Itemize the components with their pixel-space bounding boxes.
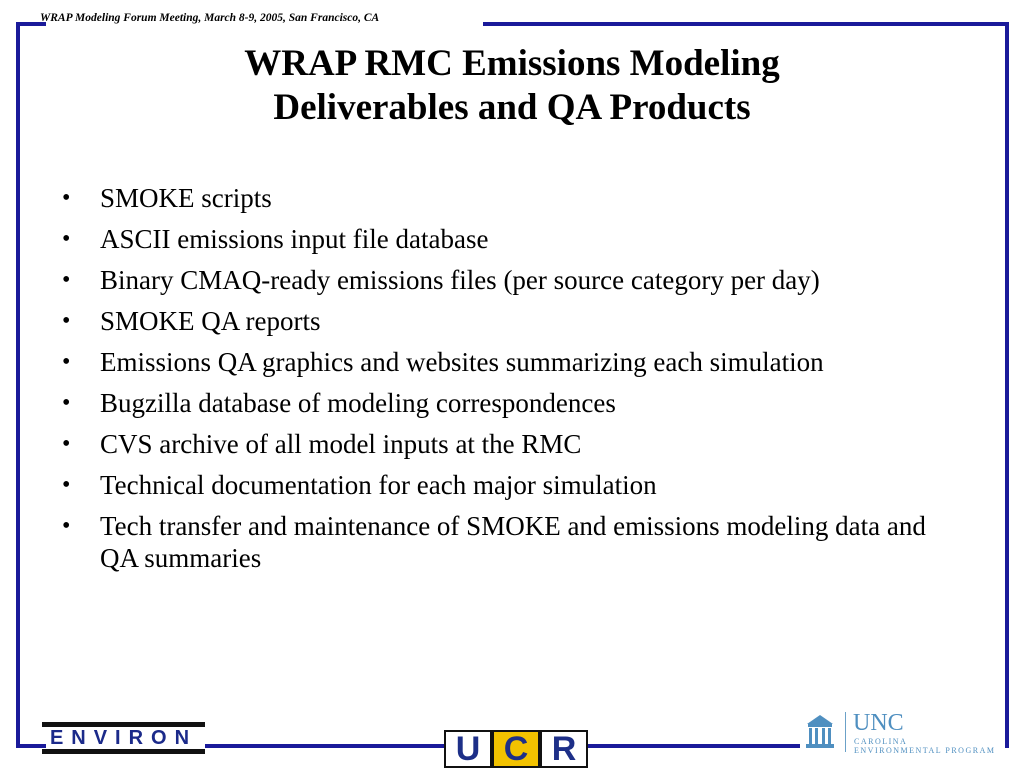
frame-border-bottom [205, 744, 445, 748]
bullet-item [60, 469, 960, 501]
ucr-logo-letter-r: R [540, 730, 588, 768]
bullet-text: SMOKE scripts [100, 183, 272, 213]
ucr-logo-letter-u: U [444, 730, 492, 768]
bullet-text: SMOKE QA reports [100, 306, 321, 336]
bullet-dot-icon: • [62, 185, 71, 211]
bullet-item [60, 346, 960, 378]
bullet-dot-icon: • [62, 349, 71, 375]
bullet-text: Bugzilla database of modeling correspondences [100, 388, 616, 418]
bullet-dot-icon: • [62, 431, 71, 457]
slide-title [60, 42, 964, 130]
meeting-caption: WRAP Modeling Forum Meeting, March 8-9, 2005, San Francisco, CA [40, 12, 380, 24]
unc-logo-divider [845, 712, 846, 752]
bullet-item [60, 510, 960, 574]
bullet-item [60, 305, 960, 337]
bullet-dot-icon: • [62, 226, 71, 252]
unc-logo-line-2: ENVIRONMENTAL PROGRAM [854, 746, 996, 755]
unc-logo-line-1: CAROLINA [854, 737, 908, 746]
environ-logo [42, 722, 205, 755]
bullet-item [60, 387, 960, 419]
bullet-text: Tech transfer and maintenance of SMOKE and emissions modeling data and QA summaries [100, 511, 926, 573]
unc-logo [805, 710, 1005, 754]
bullet-item [60, 428, 960, 460]
bullet-item [60, 223, 960, 255]
frame-border-bottom [588, 744, 800, 748]
bullet-item [60, 182, 960, 214]
unc-logo-name: UNC [853, 710, 904, 736]
environ-logo-text: ENVIRON [49, 727, 198, 749]
ucr-logo [444, 730, 588, 768]
bullet-dot-icon: • [62, 472, 71, 498]
bullet-dot-icon: • [62, 513, 71, 539]
slide-title-line-1: WRAP RMC Emissions Modeling [244, 43, 780, 84]
bullet-list [60, 182, 960, 583]
frame-border-left [16, 22, 20, 748]
bullet-dot-icon: • [62, 390, 71, 416]
frame-border-top-right [483, 22, 1009, 26]
bullet-dot-icon: • [62, 267, 71, 293]
old-well-icon [805, 712, 835, 750]
environ-logo-bar-bottom [42, 749, 205, 754]
bullet-text: CVS archive of all model inputs at the RMC [100, 429, 582, 459]
frame-border-right [1005, 22, 1009, 748]
bullet-item [60, 264, 960, 296]
slide-title-line-2: Deliverables and QA Products [273, 87, 751, 128]
bullet-dot-icon: • [62, 308, 71, 334]
bullet-text: Binary CMAQ-ready emissions files (per source category per day) [100, 265, 820, 295]
bullet-text: ASCII emissions input file database [100, 224, 489, 254]
ucr-logo-letter-c: C [492, 730, 540, 768]
bullet-text: Emissions QA graphics and websites summarizing each simulation [100, 347, 824, 377]
bullet-text: Technical documentation for each major simulation [100, 470, 657, 500]
